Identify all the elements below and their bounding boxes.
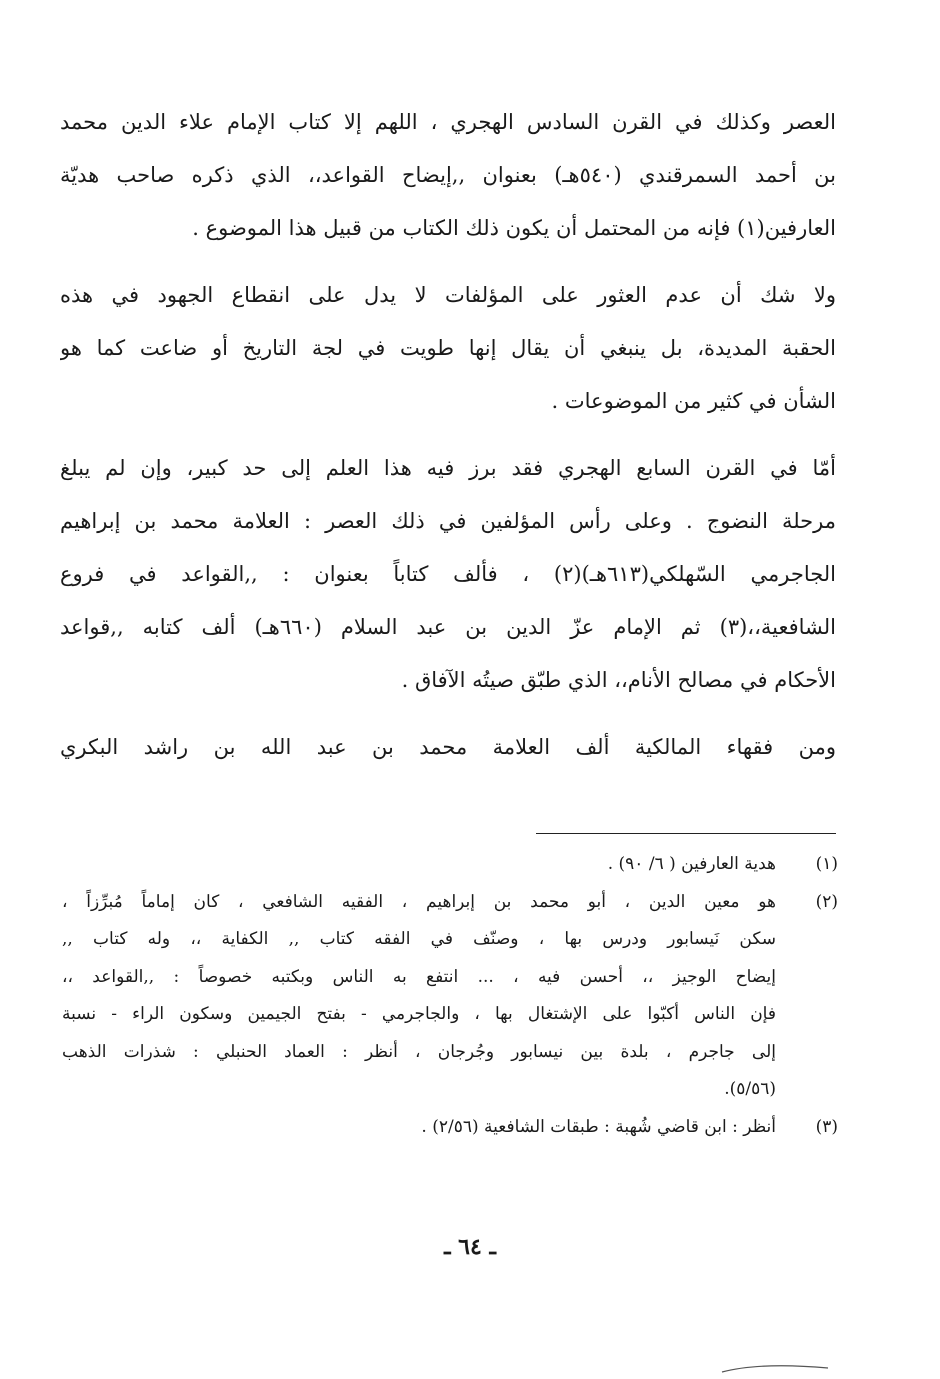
main-text: [60, 96, 836, 788]
text-line: الشأن في كثير من الموضوعات .: [551, 389, 836, 413]
text-line: أمّا في القرن السابع الهجري فقد برز فيه هذا العلم إلى حد كبير، وإن لم يبلغ: [60, 456, 836, 480]
footnote-line: هو معين الدين ، أبو محمد بن إبراهيم ، الفقيه الشافعي ، كان إماماً مُبرِّزاً ،: [62, 891, 776, 912]
paragraph-1: [60, 96, 836, 255]
text-line: الأحكام في مصالح الأنام،، الذي طبّق صيتُه الآفاق .: [401, 668, 836, 692]
page-number: ـ ٦٤ ـ: [444, 1234, 496, 1260]
footnote-separator: [536, 833, 836, 834]
footnote-number: (٣): [815, 1116, 838, 1137]
text-line: بن أحمد السمرقندي (٥٤٠هـ) بعنوان ,,إيضاح القواعد،، الذي ذكره صاحب هديّة: [60, 163, 836, 187]
footnote-3: [62, 1109, 838, 1147]
text-line: العصر وكذلك في القرن السادس الهجري ، اللهم إلا كتاب الإمام علاء الدين محمد: [60, 110, 836, 134]
text-line: الشافعية،،(٣) ثم الإمام عزّ الدين بن عبد السلام (٦٦٠هـ) ألف كتابه ,,قواعد: [60, 615, 836, 639]
text-line: العارفين(١) فإنه من المحتمل أن يكون ذلك الكتاب من قبيل هذا الموضوع .: [192, 216, 836, 240]
text-line: ولا شك أن عدم العثور على المؤلفات لا يدل على انقطاع الجهود في هذه: [60, 283, 836, 307]
footnote-line: (٥/٥٦).: [724, 1079, 776, 1099]
footnote-number: (٢): [815, 891, 838, 912]
footnote-number: (١): [815, 854, 838, 874]
footnote-line: إلى جاجرم ، بلدة بين نيسابور وجُرجان ، أنظر : العماد الحنبلي : شذرات الذهب: [62, 1041, 776, 1062]
footnote-2: [62, 884, 838, 1109]
footnote-line: إيضاح الوجيز ،، أحسن فيه ، ... انتفع به الناس وبكتبه خصوصاً : ,,القواعد ،،: [62, 966, 776, 987]
paragraph-3: [60, 442, 836, 707]
text-line: الجاجرمي السّهلكي(٦١٣هـ)(٢) ، فألف كتاباً بعنوان : ,,القواعد في فروع: [60, 562, 836, 586]
text-line: الحقبة المديدة، بل ينبغي أن يقال إنها طويت في لجة التاريخ أو ضاعت كما هو: [60, 336, 836, 360]
scan-mark-icon: [720, 1362, 830, 1374]
footnotes: [62, 846, 838, 1146]
footnote-line: أنظر : ابن قاضي شُهبة : طبقات الشافعية (٢/٥٦) .: [421, 1116, 776, 1137]
text-line: ومن فقهاء المالكية ألف العلامة محمد بن عبد الله بن راشد البكري: [60, 735, 836, 759]
text-line: مرحلة النضوج . وعلى رأس المؤلفين في ذلك العصر : العلامة محمد بن إبراهيم: [60, 509, 836, 533]
footnote-1: [62, 846, 838, 884]
paragraph-4: [60, 721, 836, 774]
footnote-line: سكن نَيسابور ودرس بها ، وصنّف في الفقه كتاب ,, الكفاية ،، وله كتاب ,,: [62, 929, 776, 949]
footnote-line: فإن الناس أكبّوا على الإشتغال بها ، والجاجرمي - بفتح الجيمين وسكون الراء - نسبة: [62, 1004, 776, 1024]
footnote-line: هدية العارفين ( ٦/ ٩٠) .: [607, 854, 776, 874]
paragraph-2: [60, 269, 836, 428]
